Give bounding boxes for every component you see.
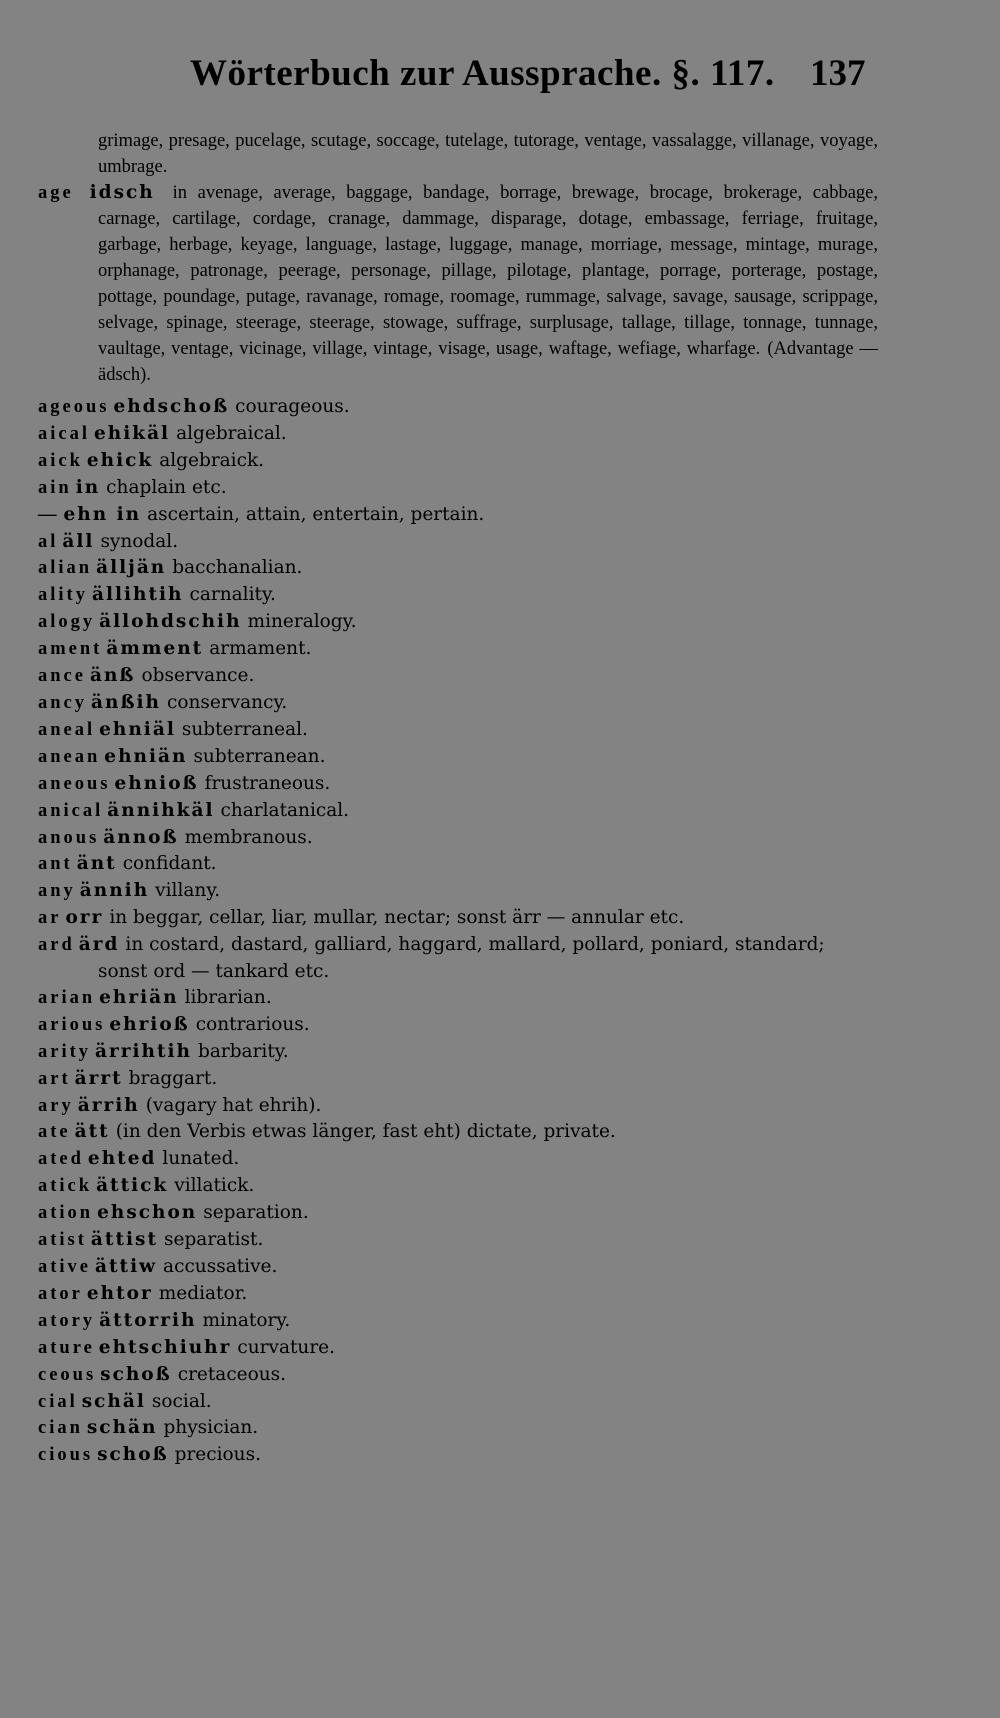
entry-pronunciation: ehnioß (114, 772, 199, 794)
entry-pronunciation: ehtor (86, 1282, 153, 1304)
entry-row (38, 1254, 878, 1281)
entry-examples: accussative. (163, 1256, 278, 1277)
entry-examples: minatory. (202, 1309, 291, 1331)
entry-pronunciation: ehniäl (99, 718, 176, 740)
entry-row (38, 421, 878, 448)
entry-suffix: ator (38, 1283, 83, 1304)
entry-suffix: ature (38, 1337, 95, 1358)
entry-row (38, 744, 878, 771)
entry-pronunciation: äll (62, 530, 95, 552)
entry-examples: barbarity. (198, 1040, 289, 1062)
entry-pronunciation: ättist (90, 1229, 158, 1251)
entry-pronunciation: ehted (87, 1148, 157, 1170)
entry-row (38, 1066, 878, 1093)
entry-row (38, 1012, 878, 1039)
entry-suffix: ated (38, 1149, 84, 1170)
entry-examples: algebraick. (159, 449, 265, 471)
entry-suffix: ard (38, 935, 75, 956)
entry-examples: mineralogy. (247, 611, 357, 633)
entry-examples: librarian. (184, 986, 272, 1008)
entry-suffix: ageous (38, 397, 110, 417)
entry-examples: curvature. (237, 1336, 335, 1358)
entry-examples: subterranean. (193, 745, 326, 767)
entry-pronunciation: ällohdschih (99, 611, 242, 633)
page-header (0, 52, 1000, 112)
entry-row (38, 394, 878, 421)
entry-pronunciation: ättiw (95, 1256, 158, 1277)
entry-pronunciation: ehriän (99, 986, 179, 1008)
entry-pronunciation: ättick (96, 1175, 169, 1197)
running-title: Wörterbuch zur Aussprache. §. 117. (190, 53, 775, 94)
entry-row (38, 878, 878, 905)
entry-suffix: cious (38, 1445, 94, 1466)
entry-examples: in avenage, average, baggage, bandage, borrage, brewage, brocage, brokerage, cabbage, carnage, cartilage, cordage, cranage, dammage, disparage, dotage, embassage, ferriage, fruitage, garbage, herbage, keyage, language, lastage, luggage, manage, morriage, message, mintage, murage, orphanage, patronage, peerage, personage, pillage, pilotage, plantage, porrage, porterage, postage, pottage, poundage, putage, ravanage, romage, roomage, rummage, salvage, savage, sausage, scrippage, selvage, spinage, steerage, steerage, stowage, suffrage, surplusage, tallage, tillage, tonnage, tunnage, vaultage, ventage, vicinage, village, vintage, visage, usage, waftage, wefiage, wharfage. (98, 183, 879, 359)
entry-row (38, 1389, 878, 1416)
entry-pronunciation: ällihtih (91, 584, 184, 606)
entry-row (38, 609, 878, 636)
entry-row (38, 905, 878, 932)
entry-examples: physician. (163, 1417, 259, 1439)
age-intro-paragraph (38, 128, 878, 180)
entry-suffix: ative (38, 1257, 92, 1277)
entry-examples: ascertain, attain, entertain, pertain. (147, 503, 485, 525)
entry-row (38, 1415, 878, 1442)
entry-suffix: ament (38, 639, 103, 660)
entry-examples: courageous. (235, 396, 350, 417)
entry-pronunciation: schän (86, 1417, 158, 1439)
entry-row (38, 798, 878, 825)
entry-pronunciation: idsch (89, 182, 155, 203)
entry-suffix: ation (38, 1203, 94, 1224)
entry-suffix: ary (38, 1095, 74, 1116)
entry-examples: membranous. (184, 826, 313, 848)
entry-row (38, 851, 878, 878)
entry-suffix: aneal (38, 719, 96, 740)
entry-examples: confidant. (122, 853, 217, 875)
entry-row (38, 985, 878, 1012)
entry-examples: bacchanalian. (172, 557, 303, 579)
entry-pronunciation: ehschon (97, 1202, 198, 1224)
entry-pronunciation: ehdschoß (113, 396, 230, 417)
entry-pronunciation: ärrihtih (95, 1040, 192, 1062)
entry-suffix: anous (38, 827, 100, 848)
entry-examples: lunated. (162, 1148, 240, 1170)
entry-examples: separatist. (164, 1229, 264, 1251)
entry-suffix: alian (38, 558, 93, 579)
entry-suffix: arious (38, 1014, 106, 1035)
entry-row (38, 448, 878, 475)
entry-pronunciation: ehick (86, 449, 154, 471)
entry-suffix: any (38, 881, 76, 902)
entry-suffix: cial (38, 1391, 78, 1412)
entry-suffix: — (38, 504, 60, 525)
entry-suffix: atist (38, 1230, 87, 1251)
entry-examples: observance. (141, 665, 255, 687)
entry-examples: conservancy. (166, 691, 288, 713)
entry-examples: frustraneous. (204, 772, 331, 794)
entry-suffix: atick (38, 1176, 93, 1197)
entry-pronunciation: änß (89, 665, 136, 687)
entry-examples: separation. (203, 1202, 309, 1224)
entry-pronunciation: in (75, 476, 101, 498)
entry-suffix: ate (38, 1122, 71, 1143)
entry-examples: mediator. (158, 1282, 248, 1304)
entry-pronunciation: ehrioß (109, 1013, 190, 1035)
entry-suffix: ant (38, 854, 73, 875)
entry-row (38, 1173, 878, 1200)
entry-pronunciation: schäl (81, 1390, 146, 1412)
entry-suffix: anical (38, 800, 104, 821)
entry-pronunciation: ärrih (77, 1094, 140, 1116)
entry-pronunciation: ättorrih (99, 1309, 197, 1331)
page-body (38, 128, 878, 1469)
entry-row (38, 1039, 878, 1066)
entry-row (38, 1146, 878, 1173)
entry-row (38, 771, 878, 798)
entry-examples: (in den Verbis etwas länger, fast eht) dictate, private. (115, 1121, 616, 1143)
entry-note: (Advantage — ädsch). (98, 339, 879, 385)
entry-suffix: aneous (38, 773, 111, 794)
entry-examples: in costard, dastard, galliard, haggard, mallard, pollard, poniard, standard; sonst ord — tankard etc. (98, 934, 825, 983)
entry-pronunciation: ehikäl (94, 422, 171, 444)
entry-examples: villatick. (174, 1175, 255, 1197)
entry-suffix: atory (38, 1310, 96, 1331)
entry-row (38, 825, 878, 852)
entry-pronunciation: schoß (97, 1444, 169, 1466)
entry-pronunciation: ännoß (103, 826, 179, 848)
entry-row (38, 1093, 878, 1120)
entry-suffix: aical (38, 423, 90, 444)
entry-suffix: aick (38, 450, 83, 471)
entry-row (38, 1200, 878, 1227)
entry-row (38, 1308, 878, 1335)
entry-suffix: alogy (38, 612, 96, 633)
entry-list (38, 394, 878, 1469)
entry-row (38, 1281, 878, 1308)
entry-row (38, 1362, 878, 1389)
entry-suffix: ancy (38, 692, 87, 713)
entry-row (38, 475, 878, 502)
entry-suffix: al (38, 531, 59, 552)
entry-examples: cretaceous. (177, 1363, 287, 1385)
entry-pronunciation: ärrt (74, 1067, 123, 1089)
entry-examples: (vagary hat ehrih). (145, 1094, 322, 1116)
entry-pronunciation: ätt (74, 1121, 110, 1143)
entry-examples: charlatanical. (220, 799, 350, 821)
entry-examples: subterraneal. (181, 718, 308, 740)
entry-pronunciation: ärd (78, 934, 120, 956)
entry-examples: chaplain etc. (106, 476, 227, 498)
entry-suffix: arity (38, 1041, 92, 1062)
entry-row (38, 502, 878, 529)
entry-row (38, 1442, 878, 1469)
entry-suffix: age (38, 183, 74, 203)
entry-row (38, 555, 878, 582)
entry-examples: precious. (174, 1444, 261, 1466)
entry-row (38, 582, 878, 609)
entry-examples: villany. (155, 880, 221, 902)
entry-row (38, 1119, 878, 1146)
page-number: 137 (810, 53, 866, 94)
entry-pronunciation: ännih (79, 880, 150, 902)
entry-row (38, 663, 878, 690)
entry-examples: social. (151, 1390, 212, 1412)
entry-suffix: arian (38, 987, 96, 1008)
entry-suffix: ain (38, 477, 72, 498)
entry-row (38, 932, 878, 985)
entry-examples: algebraical. (176, 422, 287, 444)
entry-examples: braggart. (128, 1067, 218, 1089)
age-intro-text: grimage, presage, pucelage, scutage, soccage, tutelage, tutorage, ventage, vassalagge, villanage, voyage, umbrage. (98, 131, 878, 177)
entry-suffix: ance (38, 666, 86, 687)
entry-row (38, 636, 878, 663)
entry-suffix: anean (38, 746, 101, 767)
entry-row (38, 690, 878, 717)
entry-suffix: ality (38, 585, 88, 606)
entry-pronunciation: änt (76, 853, 117, 875)
entry-examples: synodal. (100, 530, 179, 552)
entry-pronunciation: ännihkäl (107, 799, 215, 821)
entry-suffix: ceous (38, 1364, 97, 1385)
entry-examples: contrarious. (195, 1013, 310, 1035)
entry-row (38, 1227, 878, 1254)
entry-suffix: art (38, 1068, 71, 1089)
entry-row (38, 717, 878, 744)
age-entry (38, 180, 878, 388)
entry-pronunciation: älljän (96, 557, 167, 579)
entry-suffix: ar (38, 908, 62, 929)
entry-pronunciation: schoß (100, 1363, 172, 1385)
entry-suffix: cian (38, 1418, 83, 1439)
entry-pronunciation: orr (65, 907, 104, 929)
entry-row (38, 1335, 878, 1362)
entry-pronunciation: ämment (106, 638, 204, 660)
entry-pronunciation: änßih (91, 691, 161, 713)
entry-pronunciation: ehniän (104, 745, 188, 767)
entry-pronunciation: ehn in (63, 503, 142, 525)
entry-examples: armament. (209, 638, 312, 660)
entry-pronunciation: ehtschiuhr (98, 1336, 232, 1358)
entry-row (38, 529, 878, 556)
entry-examples: carnality. (189, 584, 276, 606)
entry-examples: in beggar, cellar, liar, mullar, nectar; sonst ärr — annular etc. (109, 907, 685, 929)
